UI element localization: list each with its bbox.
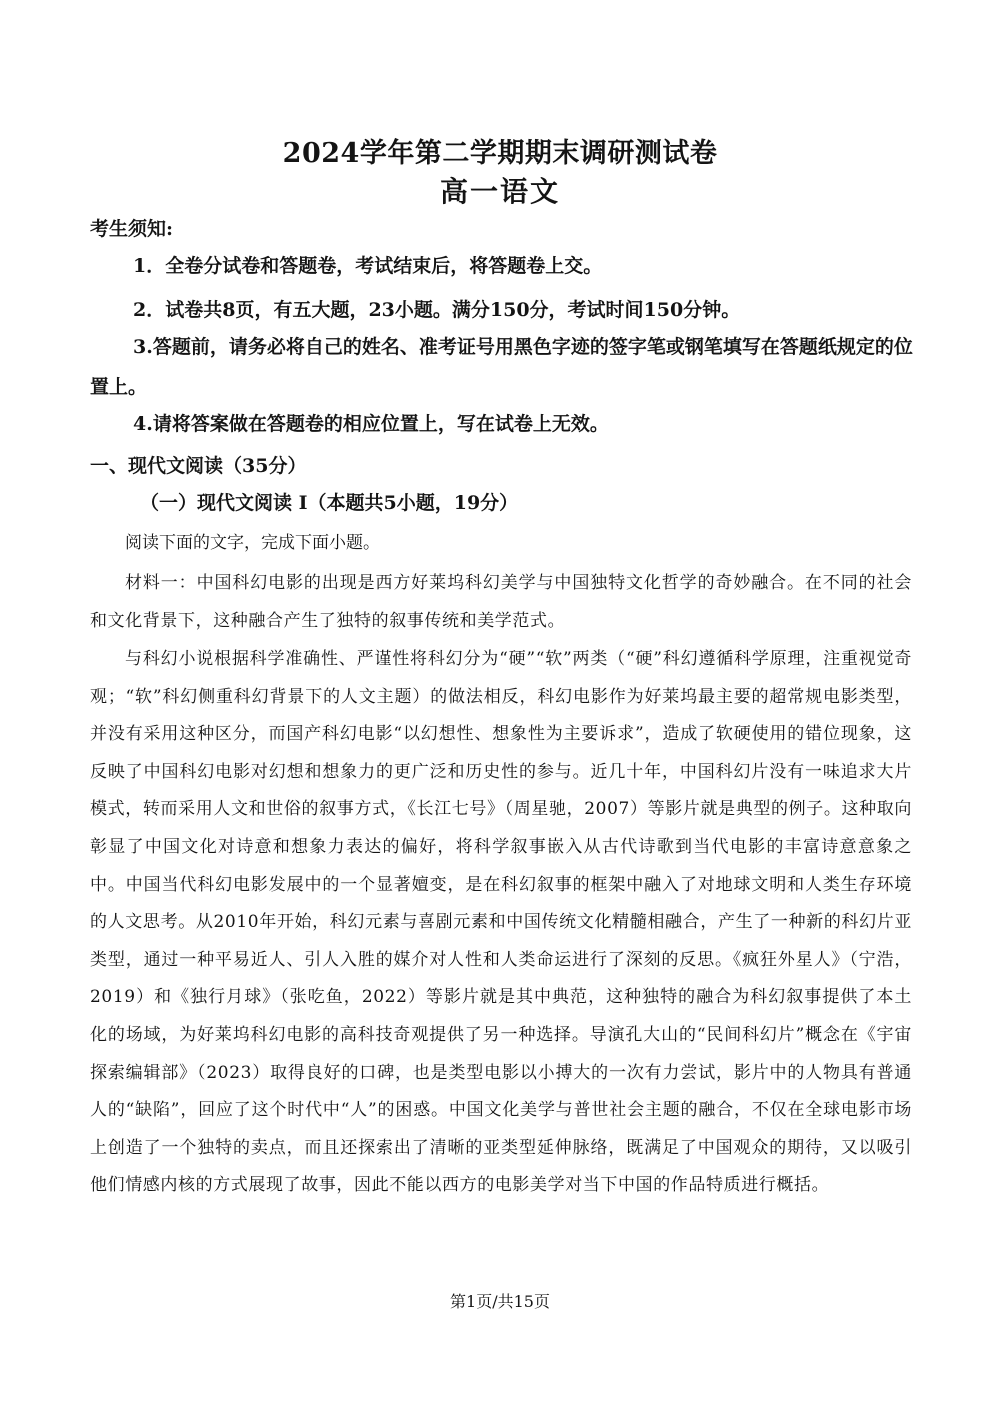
notice-rule-2: 2．试卷共8页，有五大题，23小题。满分150分，考试时间150分钟。 (133, 299, 741, 321)
notice-rule-1: 1．全卷分试卷和答题卷，考试结束后，将答题卷上交。 (133, 255, 603, 277)
notice-rule-4: 4.请将答案做在答题卷的相应位置上，写在试卷上无效。 (133, 413, 609, 435)
notice-heading: 考生须知: (90, 218, 174, 240)
notice-rule-3: 3.答题前，请务必将自己的姓名、准考证号用黑色字迹的签字笔或钢笔填写在答题纸规定的位置上。 (90, 336, 913, 398)
page-indicator: 第1页/共15页 (450, 1292, 550, 1311)
material-paragraph-1: 材料一：中国科幻电影的出现是西方好莱坞科幻美学与中国独特文化哲学的奇妙融合。在不同的社会和文化背景下，这种融合产生了独特的叙事传统和美学范式。 (90, 573, 912, 631)
exam-title: 2024学年第二学期期末调研测试卷 (282, 138, 718, 169)
exam-subject: 高一语文 (439, 175, 560, 208)
section-heading: 一、现代文阅读（35分） (90, 455, 307, 477)
reading-instruction: 阅读下面的文字，完成下面小题。 (125, 533, 380, 553)
subsection-heading: （一）现代文阅读 I（本题共5小题，19分） (140, 492, 519, 514)
material-paragraph-2: 与科幻小说根据科学准确性、严谨性将科幻分为“硬”“软”两类（“硬”科幻遵循科学原理，注重视觉奇观；“软”科幻侧重科幻背景下的人文主题）的做法相反，科幻电影作为好莱坞最主要的超常规电影类型，并没有采用这种区分，而国产科幻电影“以幻想性、想象性为主要诉求”，造成了软硬使用的错位现象，这反映了中国科幻电影对幻想和想象力的更广泛和历史性的参与。近几十年，中国科幻片没有一味追求大片模式，转而采用人文和世俗的叙事方式，《长江七号》（周星驰，2007）等影片就是典型的例子。这种取向彰显了中国文化对诗意和想象力表达的偏好，将科学叙事嵌入从古代诗歌到当代电影的丰富诗意意象之中。中国当代科幻电影发展中的一个显著嬗变，是在科幻叙事的框架中融入了对地球文明和人类生存环境的人文思考。从2010年开始，科幻元素与喜剧元素和中国传统文化精髓相融合，产生了一种新的科幻片亚类型，通过一种平易近人、引人入胜的媒介对人性和人类命运进行了深刻的反思。《疯狂外星人》（宁浩，2019）和《独行月球》（张吃鱼，2022）等影片就是其中典范，这种独特的融合为科幻叙事提供了本土化的场域，为好莱坞科幻电影的高科技奇观提供了另一种选择。导演孔大山的“民间科幻片”概念在《宇宙探索编辑部》（2023）取得良好的口碑，也是类型电影以小搏大的一次有力尝试，影片中的人物具有普通人的“缺陷”，回应了这个时代中“人”的困惑。中国文化美学与普世社会主题的融合，不仅在全球电影市场上创造了一个独特的卖点，而且还探索出了清晰的亚类型延伸脉络，既满足了中国观众的期待，又以吸引他们情感内核的方式展现了故事，因此不能以西方的电影美学对当下中国的作品特质进行概括。 (90, 649, 912, 1196)
